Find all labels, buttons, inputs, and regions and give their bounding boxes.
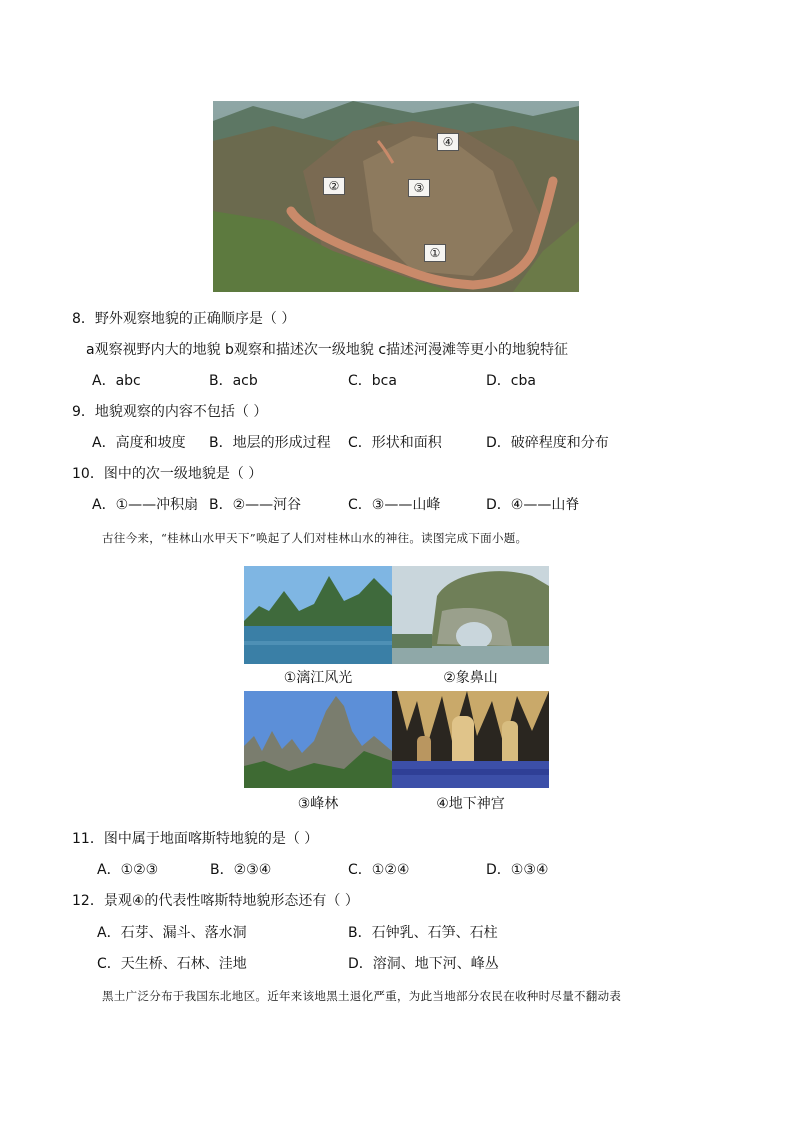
blacksoil-intro: 黑土广泛分布于我国东北地区。近年来该地黑土退化严重，为此当地部分农民在收种时尽量不翻动表 bbox=[102, 989, 622, 1003]
valley-marker-2: ② bbox=[323, 177, 345, 195]
question-8-option-c[interactable]: C．bca bbox=[348, 373, 397, 389]
guilin-intro: 古往今来，“桂林山水甲天下”唤起了人们对桂林山水的神往。读图完成下面小题。 bbox=[102, 531, 528, 545]
caption-underground-palace: ④地下神宫 bbox=[436, 796, 505, 812]
question-12-option-b[interactable]: B．石钟乳、石笋、石柱 bbox=[348, 925, 498, 941]
question-11-option-d[interactable]: D．①③④ bbox=[486, 862, 549, 878]
question-10-option-d[interactable]: D．④——山脊 bbox=[486, 497, 580, 513]
photo-peak-forest bbox=[244, 691, 392, 788]
caption-lijiang: ①漓江风光 bbox=[283, 670, 353, 686]
photo-elephant-trunk-hill bbox=[392, 566, 549, 664]
valley-marker-1: ① bbox=[424, 244, 446, 262]
question-10-stem: 10．图中的次一级地貌是（ ） bbox=[72, 466, 263, 482]
question-12-option-c[interactable]: C．天生桥、石林、洼地 bbox=[97, 956, 247, 972]
caption-elephant-trunk-hill: ②象鼻山 bbox=[443, 670, 498, 686]
question-12-option-d[interactable]: D．溶洞、地下河、峰丛 bbox=[348, 956, 499, 972]
question-8-info: a观察视野内大的地貌 b观察和描述次一级地貌 c描述河漫滩等更小的地貌特征 bbox=[86, 342, 569, 358]
question-8-option-b[interactable]: B．acb bbox=[209, 373, 258, 389]
caption-peak-forest: ③峰林 bbox=[297, 796, 339, 812]
question-10-option-b[interactable]: B．②——河谷 bbox=[209, 497, 302, 513]
question-9-option-d[interactable]: D．破碎程度和分布 bbox=[486, 435, 609, 451]
question-11-stem: 11．图中属于地面喀斯特地貌的是（ ） bbox=[72, 831, 319, 847]
photo-underground-palace bbox=[392, 691, 549, 788]
question-12-option-a[interactable]: A．石芽、漏斗、落水洞 bbox=[97, 925, 247, 941]
valley-photo-graphic bbox=[213, 101, 579, 292]
valley-marker-3: ③ bbox=[408, 179, 430, 197]
question-11-option-a[interactable]: A．①②③ bbox=[97, 862, 159, 878]
question-12-stem: 12．景观④的代表性喀斯特地貌形态还有（ ） bbox=[72, 893, 359, 909]
photo-lijiang bbox=[244, 566, 392, 664]
question-9-option-a[interactable]: A．高度和坡度 bbox=[92, 435, 186, 451]
question-8-stem: 8．野外观察地貌的正确顺序是（ ） bbox=[72, 311, 296, 327]
question-11-option-b[interactable]: B．②③④ bbox=[210, 862, 272, 878]
question-9-option-c[interactable]: C．形状和面积 bbox=[348, 435, 442, 451]
valley-photo bbox=[213, 101, 579, 292]
question-11-option-c[interactable]: C．①②④ bbox=[348, 862, 410, 878]
question-8-option-d[interactable]: D．cba bbox=[486, 373, 536, 389]
valley-marker-4: ④ bbox=[437, 133, 459, 151]
question-10-option-c[interactable]: C．③——山峰 bbox=[348, 497, 441, 513]
question-8-option-a[interactable]: A．abc bbox=[92, 373, 141, 389]
question-10-option-a[interactable]: A．①——冲积扇 bbox=[92, 497, 199, 513]
question-9-stem: 9．地貌观察的内容不包括（ ） bbox=[72, 404, 268, 420]
question-9-option-b[interactable]: B．地层的形成过程 bbox=[209, 435, 331, 451]
